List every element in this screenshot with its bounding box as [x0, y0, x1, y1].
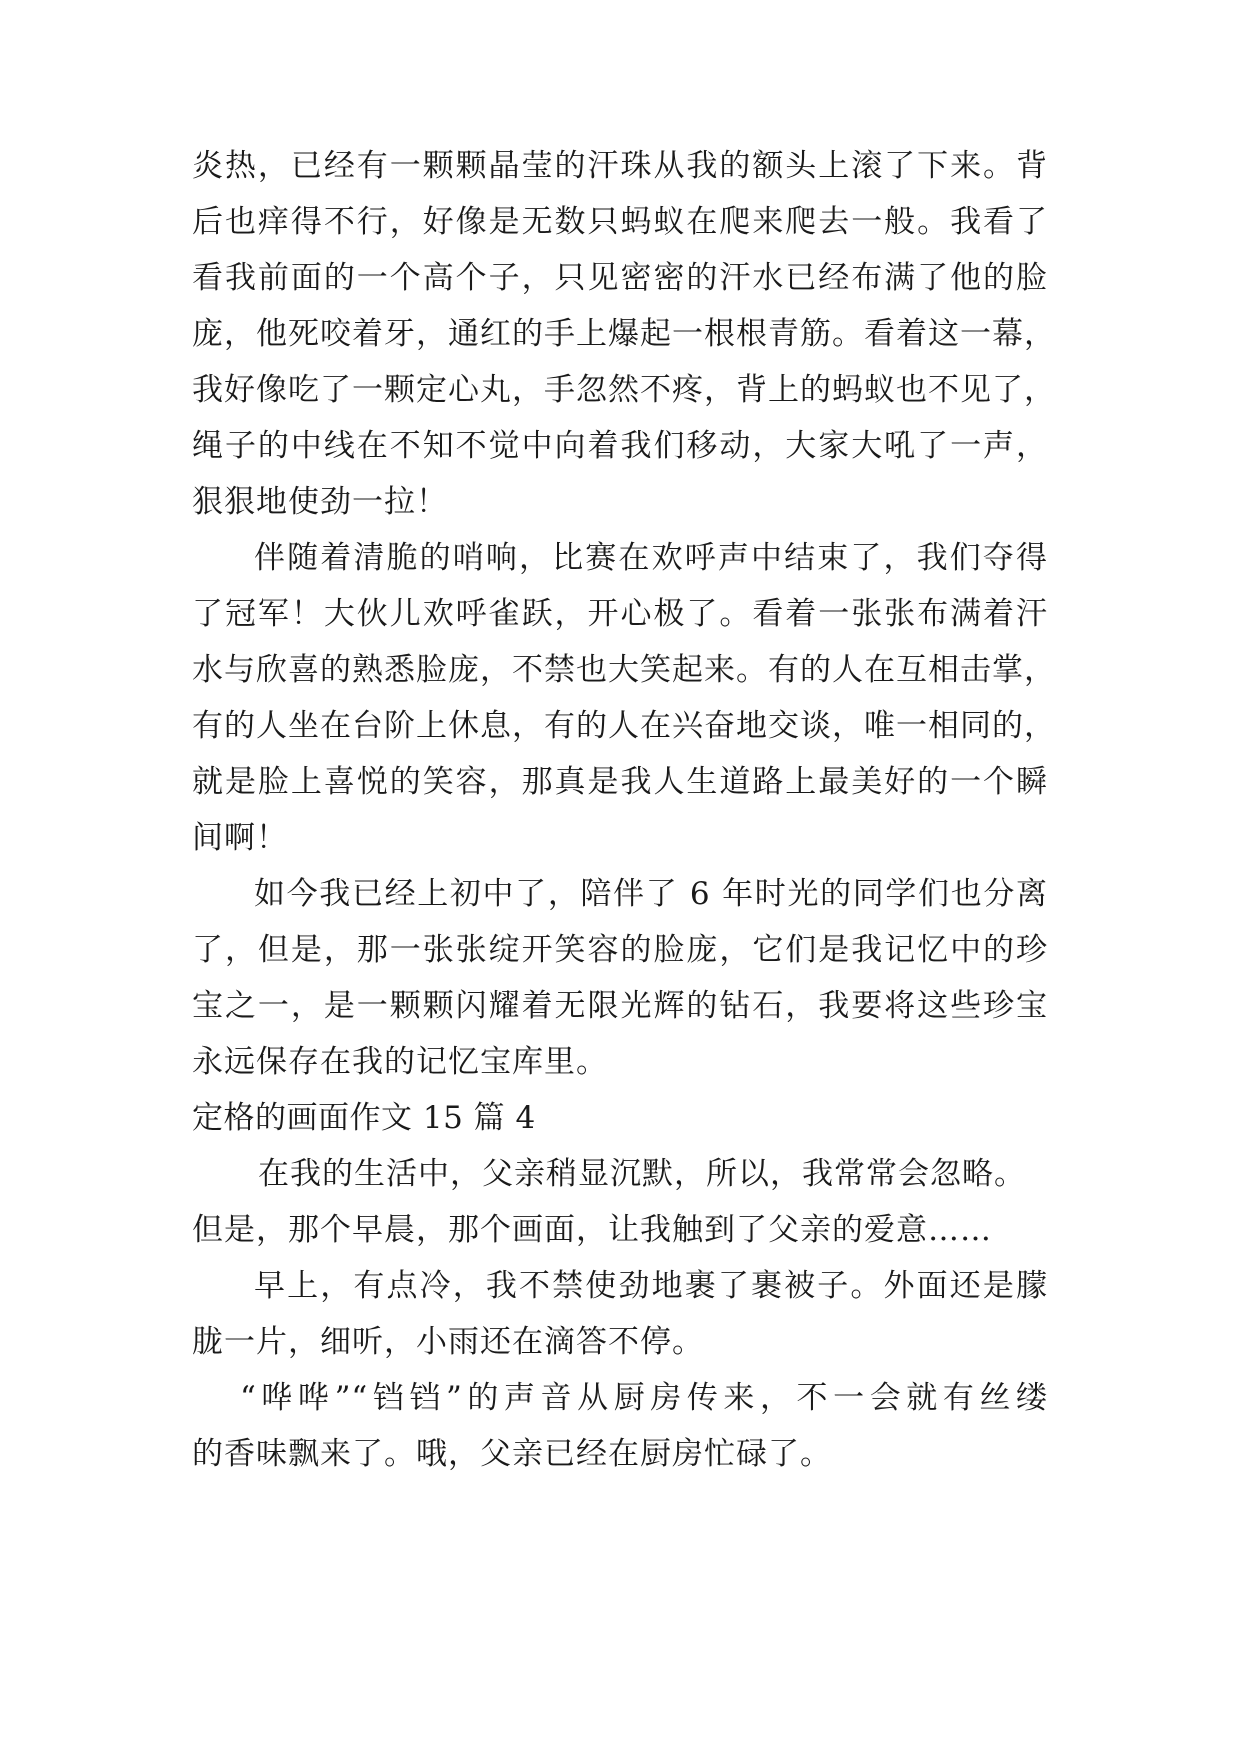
text-line: 水与欣喜的熟悉脸庞，不禁也大笑起来。有的人在互相击掌， [192, 652, 1056, 688]
text-line: 但是，那个早晨，那个画面，让我触到了父亲的爱意…… [192, 1212, 992, 1248]
text-line: 有的人坐在台阶上休息，有的人在兴奋地交谈，唯一相同的， [192, 708, 1056, 744]
text-line: 炎热，已经有一颗颗晶莹的汗珠从我的额头上滚了下来。背 [192, 148, 1048, 184]
text-line: 永远保存在我的记忆宝库里。 [192, 1044, 608, 1080]
section-heading: 定格的画面作文 15 篇 4 [192, 1100, 536, 1136]
text-line: 就是脸上喜悦的笑容，那真是我人生道路上最美好的一个瞬 [192, 764, 1048, 800]
text-line: 了，但是，那一张张绽开笑容的脸庞，它们是我记忆中的珍 [192, 932, 1048, 968]
text-line: 胧一片，细听，小雨还在滴答不停。 [192, 1324, 704, 1360]
text-line: 间啊！ [192, 820, 288, 856]
paragraph-first-line: 早上，有点冷，我不禁使劲地裹了裹被子。外面还是朦 [254, 1268, 1048, 1304]
text-line: 了冠军！大伙儿欢呼雀跃，开心极了。看着一张张布满着汗 [192, 596, 1048, 632]
text-line: 后也痒得不行，好像是无数只蚂蚁在爬来爬去一般。我看了 [192, 204, 1048, 240]
text-line: 狠狠地使劲一拉！ [192, 484, 448, 520]
paragraph-first-line: 如今我已经上初中了，陪伴了 6 年时光的同学们也分离 [254, 876, 1048, 912]
text-line: 宝之一，是一颗颗闪耀着无限光辉的钻石，我要将这些珍宝 [192, 988, 1048, 1024]
text-line: 庞，他死咬着牙，通红的手上爆起一根根青筋。看着这一幕， [192, 316, 1056, 352]
text-line: 的香味飘来了。哦，父亲已经在厨房忙碌了。 [192, 1436, 832, 1472]
paragraph-first-line: 在我的生活中，父亲稍显沉默，所以，我常常会忽略。 [258, 1156, 1026, 1192]
paragraph-first-line: “哗哗”“铛铛”的声音从厨房传来，不一会就有丝缕 [240, 1380, 1048, 1416]
text-line: 看我前面的一个高个子，只见密密的汗水已经布满了他的脸 [192, 260, 1048, 296]
paragraph-first-line: 伴随着清脆的哨响，比赛在欢呼声中结束了，我们夺得 [254, 540, 1048, 576]
text-line: 我好像吃了一颗定心丸，手忽然不疼，背上的蚂蚁也不见了， [192, 372, 1056, 408]
text-line: 绳子的中线在不知不觉中向着我们移动，大家大吼了一声， [192, 428, 1048, 464]
